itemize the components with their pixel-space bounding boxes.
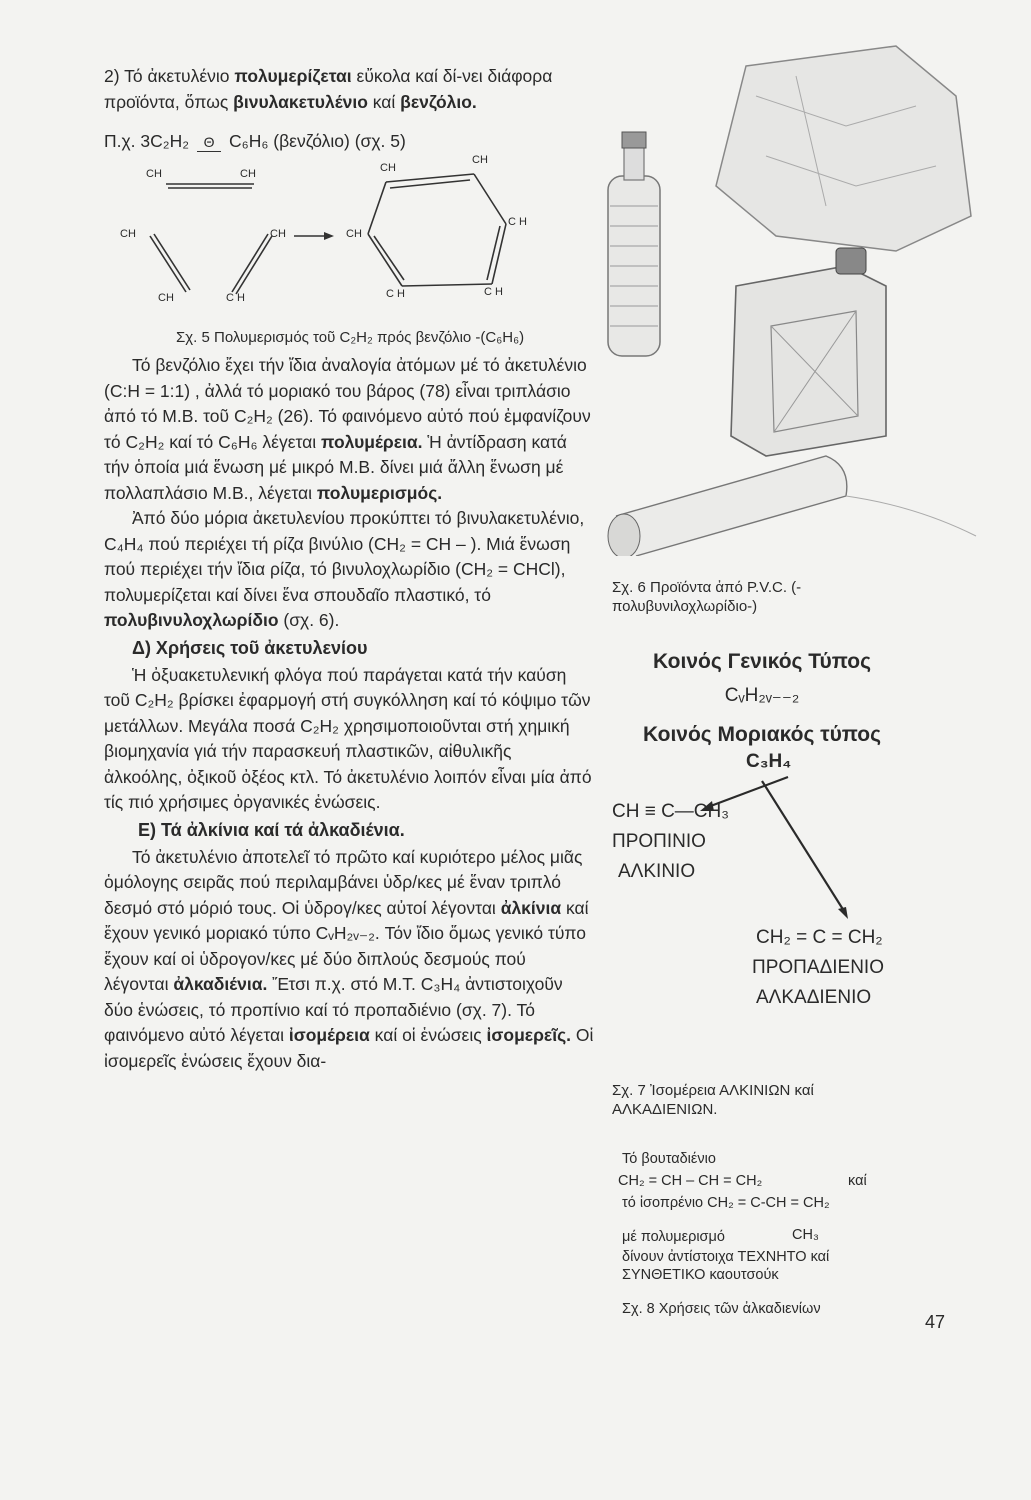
rubber-line-2: ΣΥΝΘΕΤΙΚΟ καουτσούκ	[622, 1267, 779, 1283]
ch-label: C H	[226, 292, 245, 304]
propadiene-formula: CH₂ = C = CH₂	[756, 927, 883, 948]
alkadiene-uses-block	[612, 1151, 972, 1341]
rubber-line: δίνουν ἀντίστοιχα ΤΕΧΝΗΤΟ καί	[622, 1249, 830, 1265]
general-formula-title: Κοινός Γενικός Τύπος	[652, 650, 872, 673]
figure-8-caption: Σχ. 8 Χρήσεις τῶν ἀλκαδιενίων	[622, 1301, 821, 1317]
ch-label: CH	[270, 228, 286, 240]
ch-label: CH	[346, 228, 362, 240]
ch-label: CH	[240, 168, 256, 180]
propyne-class: ΑΛΚΙΝΙΟ	[618, 861, 696, 882]
ch-label: C H	[484, 286, 503, 298]
paragraph-uses: Ἡ ὀξυακετυλενική φλόγα πού παράγεται κατά τήν καύση τοῦ C₂H₂ βρίσκει ἐφαρμογή στή συγκόλληση καί τό κόψιμο τῶν μετάλλων. Μεγάλα ποσά C₂H₂ χρησιμοποιοῦνται στή χημική βιομηχανία γιά τήν παρασκευή πλαστικῶν, αἰθυλικῆς ἀλκοόλης, ὀξικοῦ ὀξέος κτλ. Τό ἀκετυλένιο λοιπόν εἶναι μία ἀπό τίς πιό χρήσιμες ὀργανικές ἑνώσεις.	[104, 664, 592, 812]
figure-7-caption: Σχ. 7 Ἰσομέρεια ΑΛΚΙΝΙΩΝ καί ΑΛΚΑΔΙΕΝΙΩΝ.	[612, 1082, 814, 1118]
isoprene-formula: τό ἰσοπρένιο CH₂ = C-CH = CH₂	[622, 1195, 830, 1211]
paragraph-polymerization: 2) Τό ἀκετυλένιο πολυμερίζεται εὔκολα καί δί-νει διάφορα προϊόντα, ὅπως βινυλακετυλένιο καί βενζόλιο.	[104, 66, 553, 112]
paragraph-vinylacetylene: Ἀπό δύο μόρια ἀκετυλενίου προκύπτει τό βινυλακετυλένιο, C₄H₄ πού περιέχει τή ρίζα βινύλιο (CH₂ = CH – ). Μιά ἕνωση πού περιέχει τήν ἴδια ρίζα, τό βινυλοχλωρίδιο (CH₂ = CHCl), πολυμερίζεται καί δίνει ἕνα σπουδαῖο πλαστικό, τό πολυβινυλοχλωρίδιο (σχ. 6).	[104, 508, 585, 630]
reaction-arrow-icon: Θ	[195, 134, 223, 150]
paragraph-benzene: Τό βενζόλιο ἔχει τήν ἴδια ἀναλογία ἀτόμων μέ τό ἀκετυλένιο (C:H = 1:1) , ἀλλά τό μοριακό του βάρος (78) εἶναι τριπλάσιο ἀπό τό Μ.Β. τοῦ C₂H₂ (26). Τό φαινόμενο αὐτό πού ἐμφανίζουν τό C₂H₂ καί τό C₆H₆ λέγεται πολυμέρεια. Ἡ ἀντίδραση κατά τήν ὁποία μιά ἕνωση μέ μικρό Μ.Β. δίνει μιά ἄλλη ἕνωση μέ πολλαπλάσιο Μ.Β., λέγεται πολυμερισμός.	[104, 355, 591, 503]
and-label: καί	[848, 1173, 867, 1189]
section-heading-uses: Δ) Χρήσεις τοῦ ἀκετυλενίου	[132, 637, 368, 658]
right-column	[612, 560, 972, 1341]
ch-label: CH	[472, 154, 488, 166]
isomerism-diagram	[612, 751, 942, 1071]
page-number: 47	[924, 1312, 945, 1332]
pvc-products-illustration	[596, 36, 986, 556]
molecular-formula: C₃H₄	[746, 751, 792, 772]
general-formula: CᵥH₂ᵥ₋₋₂	[724, 685, 800, 706]
left-column	[104, 64, 594, 1074]
propyne-formula: CH ≡ C—CH₃	[612, 801, 729, 822]
benzene-structure-diagram	[120, 154, 534, 316]
propadiene-name: ΠΡΟΠΑΔΙΕΝΙΟ	[752, 957, 884, 978]
polymerization-label: μέ πολυμερισμό	[622, 1229, 725, 1245]
section-heading-alkynes: Ε) Τά ἀλκίνια καί τά ἀλκαδιένια.	[138, 819, 405, 840]
figure-5-caption: Σχ. 5 Πολυμερισμός τοῦ C₂H₂ πρός βενζόλιο -(C₆H₆)	[176, 329, 525, 346]
paragraph-alkynes: Τό ἀκετυλένιο ἀποτελεῖ τό πρῶτο καί κυριότερο μέλος μιᾶς ὁμόλογης σειρᾶς πού περιλαμβάνει ὑδρ/κες μέ ἕναν τριπλό δεσμό στό μόριό τους. Οἱ ὑδρογ/κες αὐτοί λέγονται ἀλκίνια καί ἔχουν γενικό μοριακό τύπο CᵥH₂ᵥ₋₂. Τόν ἴδιο ὅμως γενικό τύπο ἔχουν καί οἱ ὑδρογον/κες μέ δύο διπλούς δεσμούς πού λέγονται ἀλκαδιένια. Ἔτσι π.χ. στό Μ.Τ. C₃H₄ ἀντιστοιχοῦν δύο ἑνώσεις, τό προπίνιο καί τό προπαδιένιο (σχ. 7). Τό φαινόμενο αὐτό λέγεται ἰσομέρεια καί οἱ ἑνώσεις ἰσομερεῖς. Οἱ ἰσομερεῖς ἑνώσεις ἔχουν δια-	[104, 846, 594, 1071]
butadiene-formula: CH₂ = CH – CH = CH₂	[618, 1173, 763, 1189]
ch-label: C H	[508, 216, 527, 228]
molecular-formula-title: Κοινός Μοριακός τύπος	[642, 723, 882, 746]
ch-label: C H	[386, 288, 405, 300]
butadiene-label: Τό βουταδιένιο	[622, 1151, 716, 1167]
isoprene-ch3: CH₃	[792, 1227, 819, 1243]
ch-label: CH	[146, 168, 162, 180]
ch-label: CH	[158, 292, 174, 304]
figure-6-caption: Σχ. 6 Προϊόντα ἀπό P.V.C. (-πολυβυνιλοχλωρίδιο-)	[612, 579, 802, 615]
ch-label: CH	[380, 162, 396, 174]
benzene-reaction-formula: Π.χ. 3C₂H₂ Θ C₆H₆ (βενζόλιο) (σχ. 5)	[104, 131, 406, 151]
propadiene-class: ΑΛΚΑΔΙΕΝΙΟ	[756, 987, 872, 1008]
propyne-name: ΠΡΟΠΙΝΙΟ	[612, 831, 706, 852]
ch-label: CH	[120, 228, 136, 240]
